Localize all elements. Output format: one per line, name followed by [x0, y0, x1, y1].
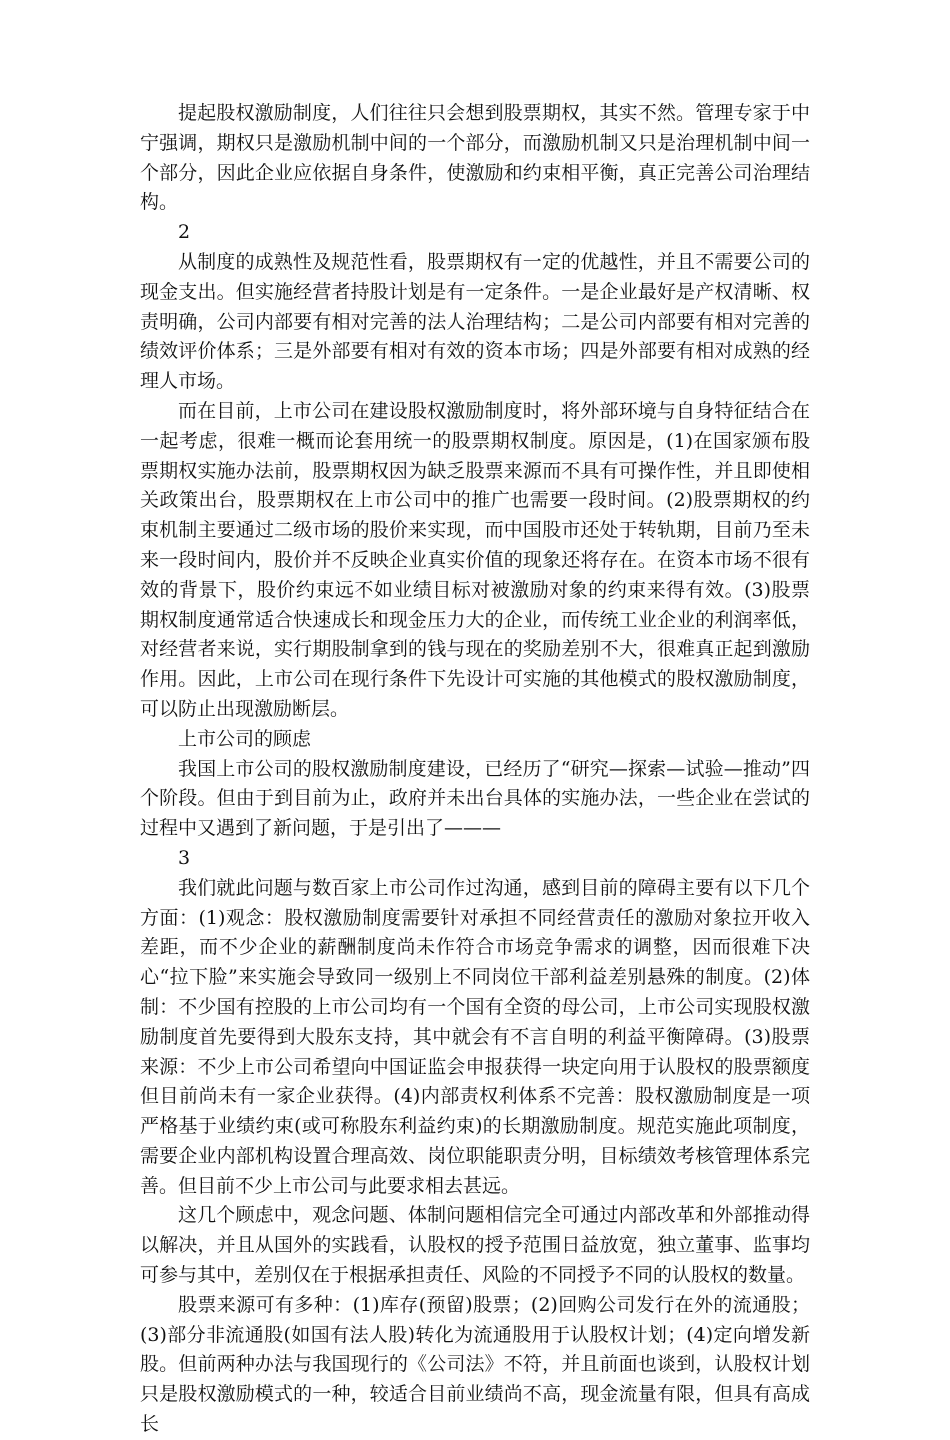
section-heading-concerns: 上市公司的顾虑 [178, 727, 312, 750]
paragraph-resolution: 这几个顾虑中，观念问题、体制问题相信完全可通过内部改革和外部推动得以解决，并且从国外的实践看，认股权的授予范围日益放宽，独立董事、监事均可参与其中，差别仅在于根据承担责任、风险的不同授予不同的认股权的数量。 [140, 1204, 810, 1287]
paragraph-intro: 提起股权激励制度，人们往往只会想到股票期权，其实不然。管理专家于中宁强调，期权只是激励机制中间的一个部分，而激励机制又只是治理机制中间一个部分，因此企业应依据自身条件，使激励和约束相平衡，真正完善公司治理结构。 [140, 102, 810, 214]
paragraph-current-situation: 而在目前，上市公司在建设股权激励制度时，将外部环境与自身特征结合在一起考虑，很难一概而论套用统一的股票期权制度。原因是，(1)在国家颁布股票期权实施办法前，股票期权因为缺乏股票来源而不具有可操作性，并且即使相关政策出台，股票期权在上市公司中的推广也需要一段时间。(2)股票期权的约束机制主要通过二级市场的股价来实现，而中国股市还处于转轨期，目前乃至未来一段时间内，股价并不反映企业真实价值的现象还将存在。在资本市场不很有效的背景下，股价约束远不如业绩目标对被激励对象的约束来得有效。(3)股票期权制度通常适合快速成长和现金压力大的企业，而传统工业企业的利润率低，对经营者来说，实行期股制拿到的钱与现在的奖励差别不大，很难真正起到激励作用。因此，上市公司在现行条件下先设计可实施的其他模式的股权激励制度，可以防止出现激励断层。 [140, 399, 810, 720]
section-number-3: 3 [178, 846, 191, 869]
paragraph-option-conditions: 从制度的成熟性及规范性看，股票期权有一定的优越性，并且不需要公司的现金支出。但实施经营者持股计划是有一定条件。一是企业最好是产权清晰、权责明确，公司内部要有相对完善的法人治理结构；二是公司内部要有相对完善的绩效评价体系；三是外部要有相对有效的资本市场；四是外部要有相对成熟的经理人市场。 [140, 250, 810, 393]
paragraph-stock-sources: 股票来源可有多种：(1)库存(预留)股票；(2)回购公司发行在外的流通股；(3)部分非流通股(如国有法人股)转化为流通股用于认股权计划；(4)定向增发新股。但前两种办法与我国现行的《公司法》不符，并且前面也谈到，认股权计划只是股权激励模式的一种，较适合目前业绩尚不高，现金流量有限，但具有高成长 [140, 1293, 810, 1436]
paragraph-obstacles: 我们就此问题与数百家上市公司作过沟通，感到目前的障碍主要有以下几个方面：(1)观念：股权激励制度需要针对承担不同经营责任的激励对象拉开收入差距，而不少企业的薪酬制度尚未作符合市场竞争需求的调整，因而很难下决心“拉下脸”来实施会导致同一级别上不同岗位干部利益差别悬殊的制度。(2)体制：不少国有控股的上市公司均有一个国有全资的母公司，上市公司实现股权激励制度首先要得到大股东支持，其中就会有不言自明的利益平衡障碍。(3)股票来源：不少上市公司希望向中国证监会申报获得一块定向用于认股权的股票额度但目前尚未有一家企业获得。(4)内部责权利体系不完善：股权激励制度是一项严格基于业绩约束(或可称股东利益约束)的长期激励制度。规范实施此项制度，需要企业内部机构设置合理高效、岗位职能职责分明，目标绩效考核管理体系完善。但目前不少上市公司与此要求相去甚远。 [140, 876, 810, 1197]
section-number-2: 2 [178, 221, 191, 244]
paragraph-four-stages: 我国上市公司的股权激励制度建设，已经历了“研究—探索—试验—推动”四个阶段。但由于到目前为止，政府并未出台具体的实施办法，一些企业在尝试的过程中又遇到了新问题，于是引出了——— [140, 757, 810, 840]
